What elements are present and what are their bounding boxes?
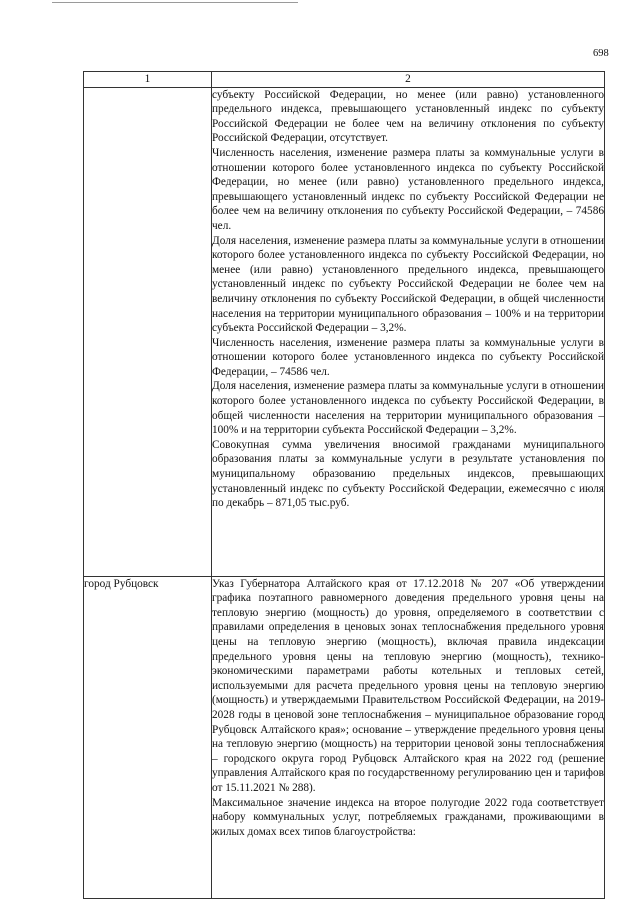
scan-top-rule: [52, 2, 298, 3]
table-row: [84, 87, 605, 576]
paragraph: Доля населения, изменение размера платы за коммунальные услуги в отношении которого более установленного индекса по субъекту Российской Федерации, но менее (или равно) установленного предельного индекса, превышающего установленный индекс по субъекту Российской Федерации не более чем на величину отклонения по субъекту Российской Федерации, в общей численности населения на территории муниципального образования – 100% и на территории субъекта Российской Федерации – 3,2%.: [212, 234, 604, 335]
municipality-cell: [84, 87, 212, 576]
description-cell: [212, 87, 605, 576]
paragraph: субъекту Российской Федерации, но менее (или равно) установленного предельного индекса, превышающего установленный индекс по субъекту Российской Федерации не более чем на величину отклонения по субъекту Российской Федерации, отсутствует.: [212, 88, 604, 145]
page-number: 698: [593, 48, 609, 59]
column-header-2: 2: [212, 72, 605, 88]
paragraph: Указ Губернатора Алтайского края от 17.12.2018 № 207 «Об утверждении графика поэтапного равномерного доведения предельного уровня цены на тепловую энергию (мощность) до уровня, определяемого в соответствии с правилами определения в ценовых зонах теплоснабжения предельного уровня цены на тепловую энергию (мощность), включая правила индексации предельного уровня цены на тепловую энергию (мощность), технико-экономическими параметрами работы котельных и тепловых сетей, используемыми для расчета предельного уровня цены на тепловую энергию (мощность) и утверждаемыми Правительством Российской Федерации, на 2019-2028 годы в ценовой зоне теплоснабжения – муниципальное образование город Рубцовск Алтайского края»; основание – утверждение предельного уровня цены на тепловую энергию (мощность) на территории ценовой зоны теплоснабжения – городского округа город Рубцовск Алтайского края на 2022 год (решение управления Алтайского края по государственному регулированию цен и тарифов от 15.11.2021 № 288).: [212, 577, 604, 794]
paragraph: Доля населения, изменение размера платы за коммунальные услуги в отношении которого более установленного индекса по субъекту Российской Федерации, в общей численности населения на территории муниципального образования – 100% и на территории субъекта Российской Федерации – 3,2%.: [212, 380, 604, 437]
table-row: [84, 576, 605, 898]
paragraph: Численность населения, изменение размера платы за коммунальные услуги в отношении которого более установленного индекса по субъекту Российской Федерации, но менее (или равно) установленного предельного индекса, превышающего установленный индекс по субъекту Российской Федерации не более чем на величину отклонения по субъекту Российской Федерации, – 74586 чел.: [212, 146, 604, 232]
table-header-row: [84, 72, 605, 88]
paragraph: Совокупная сумма увеличения вносимой гражданами муниципального образования платы за коммунальные услуги в результате установления по муниципальному образованию предельных индексов, превышающих установленный индекс по субъекту Российской Федерации, ежемесячно с июля по декабрь – 871,05 тыс.руб.: [212, 438, 604, 510]
description-cell: [212, 576, 605, 898]
paragraph: Максимальное значение индекса на второе полугодие 2022 года соответствует набору коммунальных услуг, потребляемых гражданами, проживающими в жилых домах всех типов благоустройства:: [212, 796, 604, 838]
municipality-cell: город Рубцовск: [84, 576, 212, 898]
document-table: [83, 71, 605, 899]
column-header-1: 1: [84, 72, 212, 88]
paragraph: Численность населения, изменение размера платы за коммунальные услуги в отношении которого более установленного индекса по субъекту Российской Федерации, – 74586 чел.: [212, 336, 604, 378]
